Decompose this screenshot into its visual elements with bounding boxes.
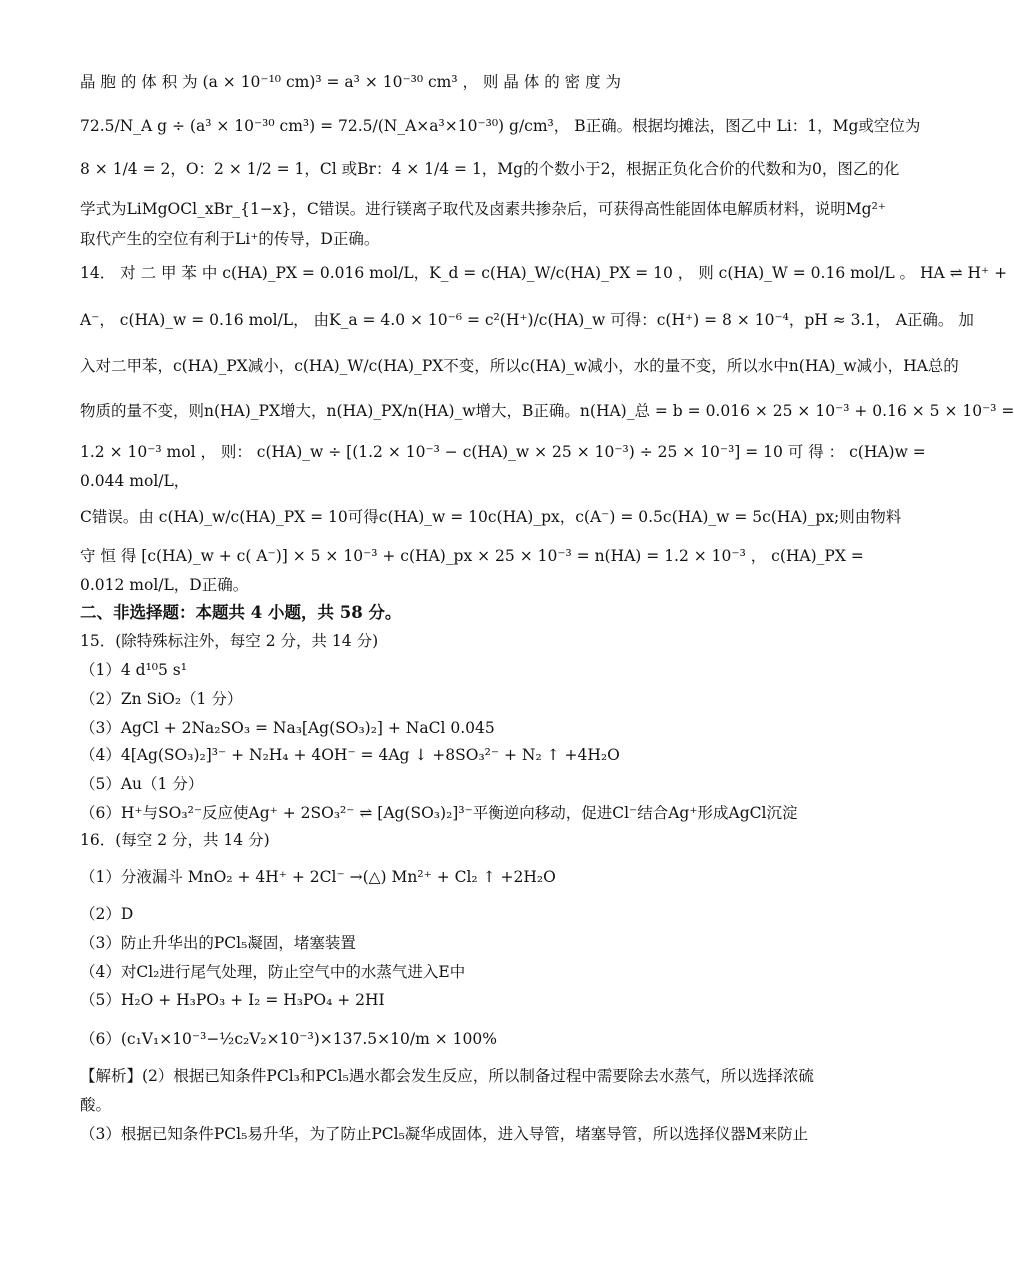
line-text: 晶 胞 的 体 积 为 (a × 10⁻¹⁰ cm)³ = a³ × 10⁻³⁰ cm³ ， 则 晶 体 的 密 度 为 [80, 73, 621, 91]
text-line [80, 1094, 825, 1116]
text-line [80, 866, 825, 888]
line-text: 物质的量不变，则n(HA)_PX增大，n(HA)_PX/n(HA)_w增大，B正确。n(HA)_总 = b = 0.016 × 25 × 10⁻³ + 0.16 × 5 × 10⁻³ = [80, 402, 1014, 420]
text-line [80, 961, 825, 983]
text-line [80, 506, 902, 528]
line-text: 取代产生的空位有利于Li⁺的传导，D正确。 [80, 230, 380, 248]
text-line [80, 355, 959, 377]
text-line [80, 158, 900, 180]
line-text: （1）4 d¹⁰5 s¹ [80, 661, 187, 679]
line-text: 16．(每空 2 分，共 14 分) [80, 831, 270, 849]
text-line [80, 71, 825, 93]
line-text: （5）H₂O + H₃PO₃ + I₂ = H₃PO₄ + 2HI [80, 991, 385, 1009]
line-text: （4）对Cl₂进行尾气处理，防止空气中的水蒸气进入E中 [80, 963, 466, 981]
text-line [80, 574, 825, 596]
line-text: （6）(c₁V₁×10⁻³−½c₂V₂×10⁻³)×137.5×10/m × 100% [80, 1030, 497, 1048]
line-text: 酸。 [80, 1096, 112, 1114]
line-text: 学式为LiMgOCl_xBr_{1−x}，C错误。进行镁离子取代及卤素共掺杂后，可获得高性能固体电解质材料，说明Mg²⁺ [80, 200, 886, 218]
line-text: 8 × 1/4 = 2，O：2 × 1/2 = 1，Cl 或Br：4 × 1/4 = 1，Mg的个数小于2，根据正负化合价的代数和为0，图乙的化 [80, 160, 900, 178]
line-text: 1.2 × 10⁻³ mol ， 则： c(HA)_w ÷ [(1.2 × 10⁻³ − c(HA)_w × 25 × 10⁻³) ÷ 25 × 10⁻³] = 10 可 得 ： c(HA)w = [80, 443, 926, 461]
line-text: 入对二甲苯，c(HA)_PX减小，c(HA)_W/c(HA)_PX不变，所以c(HA)_w减小，水的量不变，所以水中n(HA)_w减小，HA总的 [80, 357, 959, 375]
line-text: 15．(除特殊标注外，每空 2 分，共 14 分) [80, 632, 379, 650]
line-text: （1）分液漏斗 MnO₂ + 4H⁺ + 2Cl⁻ →(△) Mn²⁺ + Cl₂ ↑ +2H₂O [80, 868, 556, 886]
line-text: （3）根据已知条件PCl₅易升华，为了防止PCl₅凝华成固体，进入导管，堵塞导管，所以选择仪器M来防止 [80, 1125, 809, 1143]
line-text: （2）Zn SiO₂（1 分） [80, 690, 243, 708]
line-text: 【解析】(2）根据已知条件PCl₃和PCl₅遇水都会发生反应，所以制备过程中需要除去水蒸气，所以选择浓硫 [80, 1067, 814, 1085]
text-line [80, 1123, 825, 1145]
text-line [80, 400, 1014, 422]
text-line [80, 659, 825, 681]
section-heading [80, 602, 825, 624]
line-text: 14． 对 二 甲 苯 中 c(HA)_PX = 0.016 mol/L，K_d = c(HA)_W/c(HA)_PX = 10 ， 则 c(HA)_W = 0.16 mol/L 。 HA ⇌ H⁺ + [80, 264, 1008, 282]
line-text: A⁻， c(HA)_w = 0.16 mol/L， 由K_a = 4.0 × 10⁻⁶ = c²(H⁺)/c(HA)_w 可得：c(H⁺) = 8 × 10⁻⁴，pH ≈ 3.1， A正确。 加 [80, 311, 974, 329]
text-line [80, 545, 864, 567]
text-line [80, 115, 921, 137]
line-text: （3）防止升华出的PCl₅凝固，堵塞装置 [80, 934, 356, 952]
line-text: （3）AgCl + 2Na₂SO₃ = Na₃[Ag(SO₃)₂] + NaCl 0.045 [80, 719, 495, 737]
text-line [80, 262, 1008, 284]
line-text: （4）4[Ag(SO₃)₂]³⁻ + N₂H₄ + 4OH⁻ = 4Ag ↓ +8SO₃²⁻ + N₂ ↑ +4H₂O [80, 746, 620, 764]
line-text: （2）D [80, 905, 134, 923]
line-text: （6）H⁺与SO₃²⁻反应使Ag⁺ + 2SO₃²⁻ ⇌ [Ag(SO₃)₂]³⁻平衡逆向移动，促进Cl⁻结合Ag⁺形成AgCl沉淀 [80, 804, 798, 822]
text-line [80, 441, 926, 463]
text-line [80, 932, 825, 954]
text-line [80, 829, 825, 851]
text-line [80, 470, 825, 492]
text-line [80, 1065, 825, 1087]
text-line [80, 903, 825, 925]
line-text: C错误。由 c(HA)_w/c(HA)_PX = 10可得c(HA)_w = 10c(HA)_px，c(A⁻) = 0.5c(HA)_w = 5c(HA)_px;则由物料 [80, 508, 902, 526]
text-line [80, 744, 825, 766]
text-line [80, 198, 886, 220]
line-text: 0.012 mol/L，D正确。 [80, 576, 249, 594]
text-line [80, 717, 825, 739]
text-line [80, 630, 825, 652]
text-line [80, 688, 825, 710]
text-line [80, 309, 974, 331]
text-line [80, 1028, 825, 1050]
line-text: （5）Au（1 分） [80, 775, 204, 793]
line-text: 守 恒 得 [c(HA)_w + c( A⁻)] × 5 × 10⁻³ + c(HA)_px × 25 × 10⁻³ = n(HA) = 1.2 × 10⁻³ ， c(HA)_PX = [80, 547, 864, 565]
text-line [80, 802, 825, 824]
line-text: 72.5/N_A g ÷ (a³ × 10⁻³⁰ cm³) = 72.5/(N_A×a³×10⁻³⁰) g/cm³， B正确。根据均摊法，图乙中 Li：1，Mg或空位为 [80, 117, 921, 135]
line-text: 0.044 mol/L， [80, 472, 190, 490]
text-line [80, 228, 825, 250]
text-line [80, 989, 825, 1011]
heading-text: 二、非选择题：本题共 4 小题，共 58 分。 [80, 603, 402, 622]
text-line [80, 773, 825, 795]
